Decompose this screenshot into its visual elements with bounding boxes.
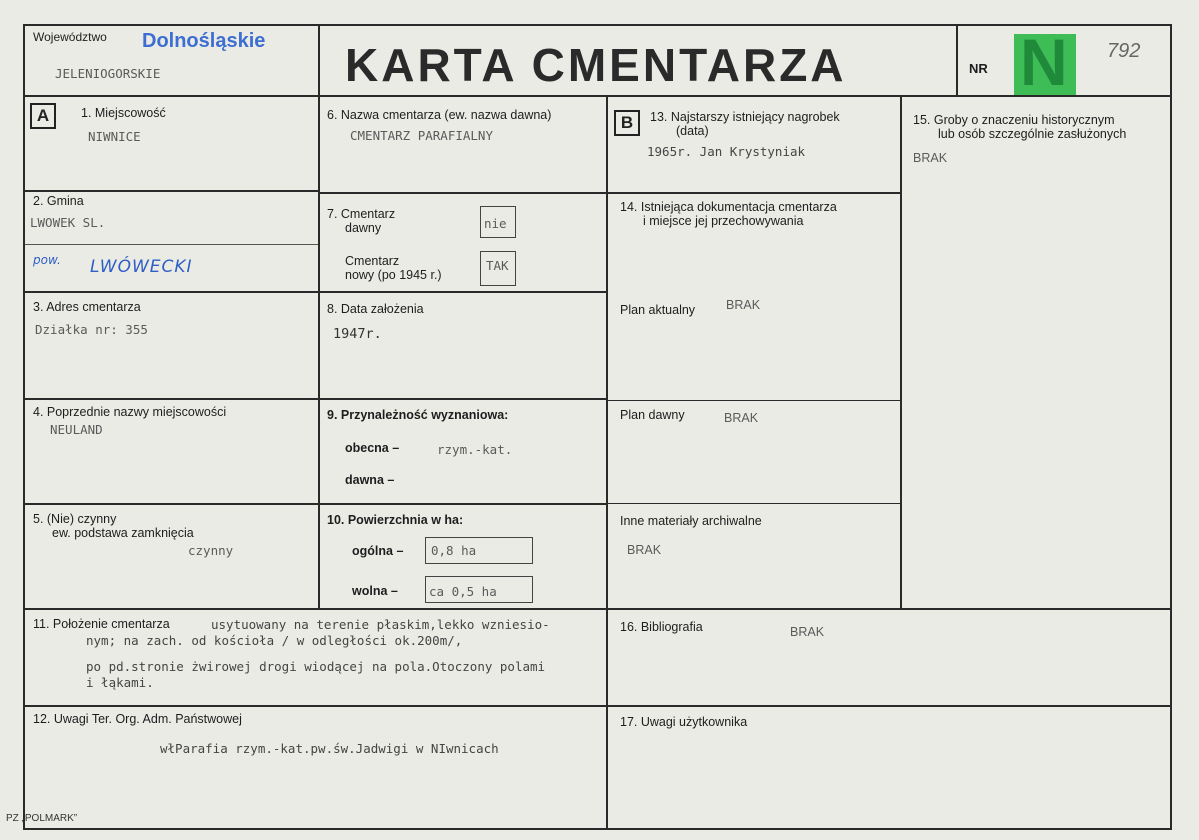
field-11-line-4: i łąkami.	[86, 675, 154, 690]
nr-stamp-letter: N	[1020, 25, 1068, 99]
field-2-divider	[25, 244, 318, 245]
field-3-value: Działka nr: 355	[35, 322, 148, 337]
field-10-ogolna-value: 0,8 ha	[431, 543, 477, 558]
field-9-obecna-label: obecna –	[345, 441, 400, 455]
section-b-marker: B	[614, 110, 640, 136]
field-15-cell	[900, 95, 1172, 610]
inne-label: Inne materiały archiwalne	[620, 514, 762, 528]
field-9-label: 9. Przynależność wyznaniowa:	[327, 408, 509, 422]
card-title: KARTA CMENTARZA	[345, 39, 847, 91]
field-1-label: 1. Miejscowość	[81, 106, 166, 120]
field-14-label-2: i miejsce jej przechowywania	[643, 214, 804, 228]
field-12-value: włParafia rzym.-kat.pw.św.Jadwigi w NIwnicach	[160, 741, 499, 756]
field-12-label: 12. Uwagi Ter. Org. Adm. Państwowej	[33, 712, 242, 726]
plan-dawny-value: BRAK	[724, 411, 759, 425]
field-10-ogolna-label: ogólna –	[352, 544, 404, 558]
wojewodztwo-label: Województwo	[33, 30, 107, 44]
field-11-line-3: po pd.stronie żwirowej drogi wiodącej na pola.Otoczony polami	[86, 659, 546, 674]
field-15-label-1: 15. Groby o znaczeniu historycznym	[913, 113, 1115, 127]
plan-dawny-label: Plan dawny	[620, 408, 685, 422]
field-14-divider-2	[607, 503, 901, 504]
field-13-label-1: 13. Najstarszy istniejący nagrobek	[650, 110, 840, 124]
field-1-value: NIWNICE	[88, 129, 141, 144]
field-10-label: 10. Powierzchnia w ha:	[327, 513, 464, 527]
field-15-label-2: lub osób szczególnie zasłużonych	[938, 127, 1127, 141]
field-5-label-1: 5. (Nie) czynny	[33, 512, 117, 526]
field-7-label: 7. Cmentarz	[327, 207, 396, 221]
pow-label: pow.	[33, 253, 61, 267]
field-4-label: 4. Poprzednie nazwy miejscowości	[33, 405, 227, 419]
wojewodztwo-stamp: Dolnośląskie	[142, 30, 266, 52]
field-17-label: 17. Uwagi użytkownika	[620, 715, 748, 729]
field-5-value: czynny	[188, 543, 234, 558]
field-7-nowy-label-2: nowy (po 1945 r.)	[345, 268, 442, 282]
field-14-label-1: 14. Istniejąca dokumentacja cmentarza	[620, 200, 837, 214]
field-6-value: CMENTARZ PARAFIALNY	[350, 128, 493, 143]
field-11-line-2: nym; na zach. od kościoła / w odległości ok.200m/,	[86, 633, 463, 648]
section-a-marker: A	[30, 103, 56, 129]
inne-value: BRAK	[627, 543, 662, 557]
field-2-value: LWOWEK SL.	[30, 215, 106, 230]
field-3-label: 3. Adres cmentarza	[33, 300, 141, 314]
nr-label: NR	[969, 61, 988, 76]
field-7-nowy-label-1: Cmentarz	[345, 254, 400, 268]
field-7-label-2: dawny	[345, 221, 382, 235]
field-4-value: NEULAND	[50, 422, 103, 437]
field-11-label: 11. Położenie cmentarza	[33, 617, 170, 631]
plan-aktualny-value: BRAK	[726, 298, 761, 312]
field-8-value: 1947r.	[333, 326, 382, 342]
field-6-label: 6. Nazwa cmentarza (ew. nazwa dawna)	[327, 108, 552, 122]
field-16-label: 16. Bibliografia	[620, 620, 703, 634]
field-8-label: 8. Data założenia	[327, 302, 424, 316]
wojewodztwo-typed-value: JELENIOGORSKIE	[55, 66, 161, 81]
plan-aktualny-label: Plan aktualny	[620, 303, 696, 317]
field-10-wolna-value: ca 0,5 ha	[429, 584, 497, 599]
field-7-dawny-value: nie	[484, 216, 507, 231]
field-9-dawna-label: dawna –	[345, 473, 395, 487]
field-11-line-1: usytuowany na terenie płaskim,lekko wzniesio-	[211, 617, 550, 632]
field-15-value: BRAK	[913, 151, 948, 165]
field-2-label: 2. Gmina	[33, 194, 84, 208]
field-13-label-2: (data)	[676, 124, 709, 138]
field-5-label-2: ew. podstawa zamknięcia	[52, 526, 194, 540]
field-9-obecna-value: rzym.-kat.	[437, 442, 513, 457]
field-7-nowy-value: TAK	[486, 258, 509, 273]
printer-footer: PZ „POLMARK”	[6, 813, 78, 824]
field-16-value: BRAK	[790, 625, 825, 639]
nr-handwritten: 792	[1107, 40, 1141, 62]
pow-value: LWÓWECKI	[90, 257, 193, 277]
field-1-cell	[23, 95, 320, 192]
field-13-value: 1965r. Jan Krystyniak	[647, 144, 806, 159]
field-14-divider-1	[607, 400, 901, 401]
field-10-wolna-label: wolna –	[352, 584, 398, 598]
